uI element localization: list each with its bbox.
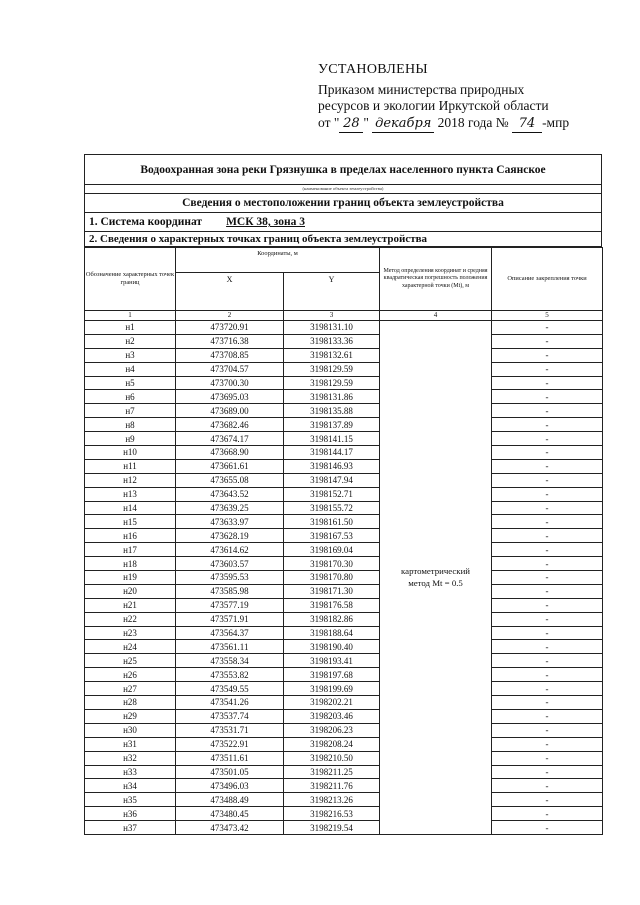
table-row <box>85 321 603 335</box>
description-cell: - <box>492 348 603 362</box>
approval-stamp <box>318 62 618 133</box>
description-cell: - <box>492 682 603 696</box>
header-y: Y <box>284 273 380 311</box>
description-cell: - <box>492 640 603 654</box>
y-coordinate-cell: 3198169.04 <box>284 543 380 557</box>
x-coordinate-cell: 473537.74 <box>176 709 284 723</box>
y-coordinate-cell: 3198167.53 <box>284 529 380 543</box>
handwritten-order-number: 74 <box>512 116 542 134</box>
x-coordinate-cell: 473571.91 <box>176 612 284 626</box>
x-coordinate-cell: 473643.52 <box>176 487 284 501</box>
x-coordinate-cell: 473689.00 <box>176 404 284 418</box>
y-coordinate-cell: 3198211.76 <box>284 779 380 793</box>
description-cell: - <box>492 779 603 793</box>
y-coordinate-cell: 3198155.72 <box>284 501 380 515</box>
table-row <box>85 487 603 501</box>
year-text: 2018 года № <box>437 114 509 130</box>
table-row <box>85 529 603 543</box>
description-cell: - <box>492 598 603 612</box>
description-cell: - <box>492 334 603 348</box>
zone-caption: (наименование объекта землеустройства) <box>85 185 601 194</box>
x-coordinate-cell: 473585.98 <box>176 584 284 598</box>
x-coordinate-cell: 473541.26 <box>176 696 284 710</box>
point-name-cell: н21 <box>85 598 176 612</box>
approval-line-1: Приказом министерства природных <box>318 81 525 97</box>
table-row <box>85 543 603 557</box>
point-name-cell: н25 <box>85 654 176 668</box>
approval-line-2: ресурсов и экологии Иркутской области <box>318 98 549 113</box>
handwritten-day: 28 <box>339 116 363 134</box>
description-cell: - <box>492 529 603 543</box>
date-prefix: от " <box>318 114 340 130</box>
y-coordinate-cell: 3198210.50 <box>284 751 380 765</box>
x-coordinate-cell: 473639.25 <box>176 501 284 515</box>
x-coordinate-cell: 473561.11 <box>176 640 284 654</box>
point-name-cell: н37 <box>85 821 176 835</box>
x-coordinate-cell: 473628.19 <box>176 529 284 543</box>
index-cell: 1 <box>85 311 176 321</box>
table-row <box>85 765 603 779</box>
description-cell: - <box>492 446 603 460</box>
y-coordinate-cell: 3198197.68 <box>284 668 380 682</box>
x-coordinate-cell: 473531.71 <box>176 723 284 737</box>
y-coordinate-cell: 3198176.58 <box>284 598 380 612</box>
table-row <box>85 473 603 487</box>
point-name-cell: н31 <box>85 737 176 751</box>
point-name-cell: н3 <box>85 348 176 362</box>
point-name-cell: н6 <box>85 390 176 404</box>
point-name-cell: н28 <box>85 696 176 710</box>
point-name-cell: н20 <box>85 584 176 598</box>
point-name-cell: н13 <box>85 487 176 501</box>
index-cell: 3 <box>284 311 380 321</box>
y-coordinate-cell: 3198129.59 <box>284 376 380 390</box>
point-name-cell: н18 <box>85 557 176 571</box>
x-coordinate-cell: 473549.55 <box>176 682 284 696</box>
table-row <box>85 779 603 793</box>
description-cell: - <box>492 418 603 432</box>
table-row <box>85 348 603 362</box>
y-coordinate-cell: 3198132.61 <box>284 348 380 362</box>
x-coordinate-cell: 473564.37 <box>176 626 284 640</box>
y-coordinate-cell: 3198208.24 <box>284 737 380 751</box>
x-coordinate-cell: 473522.91 <box>176 737 284 751</box>
point-name-cell: н5 <box>85 376 176 390</box>
header-description: Описание закрепления точки <box>492 248 603 311</box>
section-title: Сведения о местоположении границ объекта землеустройства <box>85 194 601 213</box>
table-row <box>85 612 603 626</box>
y-coordinate-cell: 3198135.88 <box>284 404 380 418</box>
table-row <box>85 404 603 418</box>
coordinate-system <box>85 213 601 232</box>
table-row <box>85 501 603 515</box>
y-coordinate-cell: 3198133.36 <box>284 334 380 348</box>
date-quote-close: " <box>363 114 369 130</box>
point-name-cell: н23 <box>85 626 176 640</box>
method-cell: картометрический метод Mt = 0.5 <box>380 321 492 835</box>
x-coordinate-cell: 473682.46 <box>176 418 284 432</box>
y-coordinate-cell: 3198188.64 <box>284 626 380 640</box>
description-cell: - <box>492 362 603 376</box>
table-row <box>85 696 603 710</box>
y-coordinate-cell: 3198182.86 <box>284 612 380 626</box>
table-row <box>85 682 603 696</box>
description-cell: - <box>492 584 603 598</box>
y-coordinate-cell: 3198219.54 <box>284 821 380 835</box>
table-row <box>85 390 603 404</box>
description-cell: - <box>492 432 603 446</box>
description-cell: - <box>492 571 603 585</box>
x-coordinate-cell: 473661.61 <box>176 459 284 473</box>
y-coordinate-cell: 3198147.94 <box>284 473 380 487</box>
point-name-cell: н7 <box>85 404 176 418</box>
table-row <box>85 668 603 682</box>
y-coordinate-cell: 3198213.26 <box>284 793 380 807</box>
index-cell: 5 <box>492 311 603 321</box>
boundary-sheet <box>84 154 602 835</box>
y-coordinate-cell: 3198190.40 <box>284 640 380 654</box>
point-name-cell: н35 <box>85 793 176 807</box>
description-cell: - <box>492 751 603 765</box>
table-row <box>85 626 603 640</box>
header-x: X <box>176 273 284 311</box>
x-coordinate-cell: 473700.30 <box>176 376 284 390</box>
handwritten-month: декабря <box>372 116 434 134</box>
zone-title: Водоохранная зона реки Грязнушка в пределах населенного пункта Саянское <box>85 155 601 185</box>
y-coordinate-cell: 3198216.53 <box>284 807 380 821</box>
y-coordinate-cell: 3198141.15 <box>284 432 380 446</box>
x-coordinate-cell: 473633.97 <box>176 515 284 529</box>
description-cell: - <box>492 696 603 710</box>
y-coordinate-cell: 3198202.21 <box>284 696 380 710</box>
index-cell: 4 <box>380 311 492 321</box>
y-coordinate-cell: 3198206.23 <box>284 723 380 737</box>
x-coordinate-cell: 473668.90 <box>176 446 284 460</box>
table-row <box>85 598 603 612</box>
y-coordinate-cell: 3198193.41 <box>284 654 380 668</box>
header-method: Метод определения координат и средняя квадратическая погрешность положения характерной точки (Mt), м <box>380 248 492 311</box>
index-cell: 2 <box>176 311 284 321</box>
x-coordinate-cell: 473577.19 <box>176 598 284 612</box>
point-name-cell: н12 <box>85 473 176 487</box>
y-coordinate-cell: 3198129.59 <box>284 362 380 376</box>
y-coordinate-cell: 3198131.10 <box>284 321 380 335</box>
y-coordinate-cell: 3198131.86 <box>284 390 380 404</box>
table-row <box>85 723 603 737</box>
point-name-cell: н17 <box>85 543 176 557</box>
y-coordinate-cell: 3198161.50 <box>284 515 380 529</box>
table-row <box>85 654 603 668</box>
description-cell: - <box>492 668 603 682</box>
point-name-cell: н15 <box>85 515 176 529</box>
description-cell: - <box>492 404 603 418</box>
table-row <box>85 807 603 821</box>
point-name-cell: н1 <box>85 321 176 335</box>
description-cell: - <box>492 501 603 515</box>
point-name-cell: н22 <box>85 612 176 626</box>
table-row <box>85 334 603 348</box>
approval-title: УСТАНОВЛЕНЫ <box>318 62 428 77</box>
order-suffix: -мпр <box>542 114 570 130</box>
table-row <box>85 376 603 390</box>
point-name-cell: н14 <box>85 501 176 515</box>
description-cell: - <box>492 723 603 737</box>
point-name-cell: н32 <box>85 751 176 765</box>
header-point-name: Обозначение характерных точек границ <box>85 248 176 311</box>
description-cell: - <box>492 557 603 571</box>
description-cell: - <box>492 709 603 723</box>
point-name-cell: н8 <box>85 418 176 432</box>
table-row <box>85 793 603 807</box>
y-coordinate-cell: 3198144.17 <box>284 446 380 460</box>
y-coordinate-cell: 3198152.71 <box>284 487 380 501</box>
x-coordinate-cell: 473480.45 <box>176 807 284 821</box>
x-coordinate-cell: 473496.03 <box>176 779 284 793</box>
table-row <box>85 459 603 473</box>
description-cell: - <box>492 473 603 487</box>
x-coordinate-cell: 473704.57 <box>176 362 284 376</box>
description-cell: - <box>492 793 603 807</box>
table-row <box>85 362 603 376</box>
description-cell: - <box>492 807 603 821</box>
x-coordinate-cell: 473720.91 <box>176 321 284 335</box>
point-name-cell: н16 <box>85 529 176 543</box>
table-row <box>85 515 603 529</box>
point-name-cell: н34 <box>85 779 176 793</box>
table-row <box>85 751 603 765</box>
point-name-cell: н9 <box>85 432 176 446</box>
x-coordinate-cell: 473558.34 <box>176 654 284 668</box>
description-cell: - <box>492 821 603 835</box>
point-name-cell: н4 <box>85 362 176 376</box>
description-cell: - <box>492 543 603 557</box>
table-row <box>85 418 603 432</box>
table-row <box>85 557 603 571</box>
x-coordinate-cell: 473603.57 <box>176 557 284 571</box>
point-name-cell: н29 <box>85 709 176 723</box>
column-index-row <box>85 311 603 321</box>
description-cell: - <box>492 654 603 668</box>
x-coordinate-cell: 473473.42 <box>176 821 284 835</box>
description-cell: - <box>492 487 603 501</box>
points-title: 2. Сведения о характерных точках границ объекта землеустройства <box>85 232 601 247</box>
table-row <box>85 737 603 751</box>
table-row <box>85 709 603 723</box>
table-row <box>85 640 603 654</box>
coordinate-system-label: 1. Система координат <box>89 216 203 228</box>
point-name-cell: н24 <box>85 640 176 654</box>
x-coordinate-cell: 473716.38 <box>176 334 284 348</box>
coordinate-system-value: МСК 38, зона 3 <box>226 216 305 228</box>
point-name-cell: н27 <box>85 682 176 696</box>
description-cell: - <box>492 612 603 626</box>
table-row <box>85 446 603 460</box>
x-coordinate-cell: 473614.62 <box>176 543 284 557</box>
table-row <box>85 432 603 446</box>
description-cell: - <box>492 390 603 404</box>
point-name-cell: н36 <box>85 807 176 821</box>
description-cell: - <box>492 737 603 751</box>
x-coordinate-cell: 473488.49 <box>176 793 284 807</box>
x-coordinate-cell: 473501.05 <box>176 765 284 779</box>
x-coordinate-cell: 473511.61 <box>176 751 284 765</box>
y-coordinate-cell: 3198146.93 <box>284 459 380 473</box>
x-coordinate-cell: 473595.53 <box>176 571 284 585</box>
description-cell: - <box>492 765 603 779</box>
points-body <box>85 321 603 835</box>
x-coordinate-cell: 473695.03 <box>176 390 284 404</box>
table-row <box>85 584 603 598</box>
table-row <box>85 571 603 585</box>
y-coordinate-cell: 3198211.25 <box>284 765 380 779</box>
y-coordinate-cell: 3198137.89 <box>284 418 380 432</box>
description-cell: - <box>492 515 603 529</box>
point-name-cell: н19 <box>85 571 176 585</box>
sheet-header <box>84 154 602 247</box>
description-cell: - <box>492 376 603 390</box>
description-cell: - <box>492 626 603 640</box>
point-name-cell: н2 <box>85 334 176 348</box>
table-row <box>85 821 603 835</box>
description-cell: - <box>492 321 603 335</box>
y-coordinate-cell: 3198199.69 <box>284 682 380 696</box>
point-name-cell: н10 <box>85 446 176 460</box>
point-name-cell: н33 <box>85 765 176 779</box>
point-name-cell: н30 <box>85 723 176 737</box>
point-name-cell: н26 <box>85 668 176 682</box>
y-coordinate-cell: 3198170.80 <box>284 571 380 585</box>
point-name-cell: н11 <box>85 459 176 473</box>
x-coordinate-cell: 473655.08 <box>176 473 284 487</box>
x-coordinate-cell: 473553.82 <box>176 668 284 682</box>
boundary-points-table <box>84 247 603 835</box>
x-coordinate-cell: 473674.17 <box>176 432 284 446</box>
y-coordinate-cell: 3198171.30 <box>284 584 380 598</box>
description-cell: - <box>492 459 603 473</box>
x-coordinate-cell: 473708.85 <box>176 348 284 362</box>
y-coordinate-cell: 3198170.30 <box>284 557 380 571</box>
approval-date-line <box>318 115 618 134</box>
header-coordinates: Координаты, м <box>176 248 380 273</box>
y-coordinate-cell: 3198203.46 <box>284 709 380 723</box>
